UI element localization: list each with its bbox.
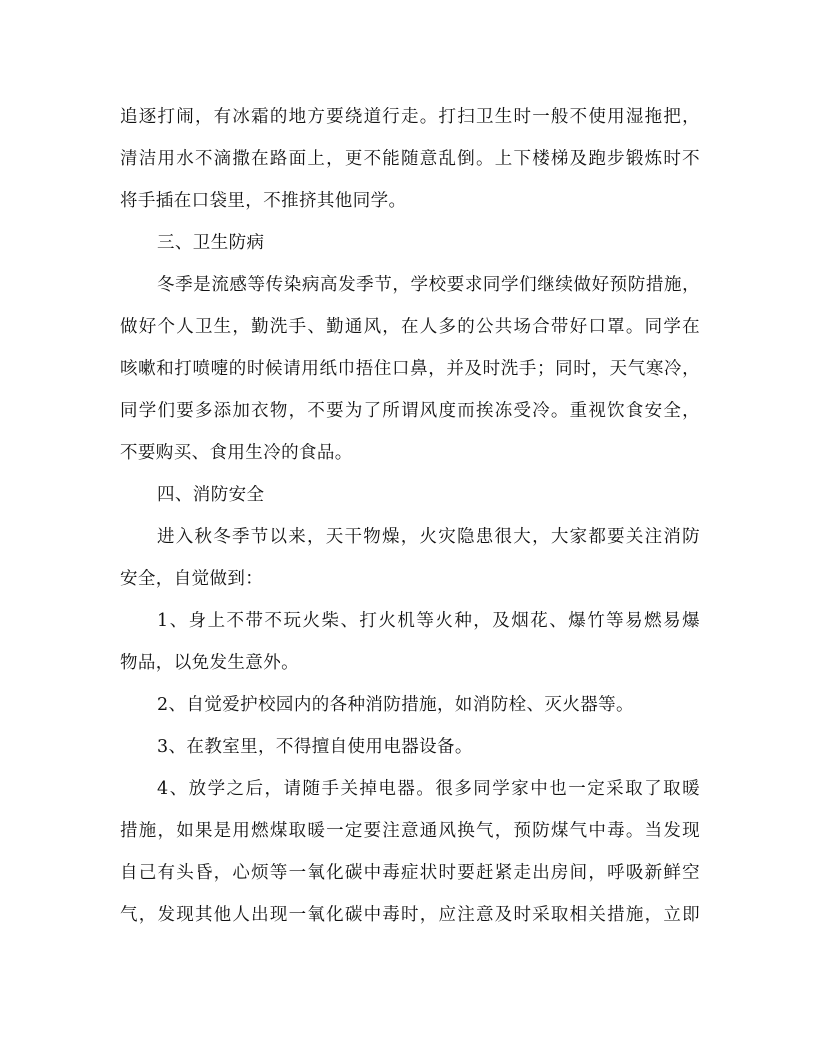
list-item: 2、自觉爱护校园内的各种消防措施，如消防栓、灭火器等。 bbox=[157, 695, 634, 715]
text-line: 不要购买、食用生冷的食品。 bbox=[120, 443, 353, 463]
section-heading: 三、卫生防病 bbox=[157, 233, 265, 253]
text-line: 清洁用水不滴撒在路面上，更不能随意乱倒。上下楼梯及跑步锻炼时不 bbox=[120, 149, 700, 169]
text-line: 咳嗽和打喷嚏的时候请用纸巾捂住口鼻，并及时洗手；同时，天气寒冷， bbox=[120, 359, 700, 379]
text-line: 气，发现其他人出现一氧化碳中毒时，应注意及时采取相关措施，立即 bbox=[120, 905, 700, 925]
text-line: 冬季是流感等传染病高发季节，学校要求同学们继续做好预防措施， bbox=[157, 275, 700, 295]
text-line: 进入秋冬季节以来，天干物燥，火灾隐患很大，大家都要关注消防 bbox=[157, 527, 700, 547]
text-line: 将手插在口袋里，不推挤其他同学。 bbox=[120, 191, 407, 211]
section-heading: 四、消防安全 bbox=[157, 485, 265, 505]
list-item: 3、在教室里，不得擅自使用电器设备。 bbox=[157, 737, 473, 757]
list-item: 4、放学之后，请随手关掉电器。很多同学家中也一定采取了取暖 bbox=[157, 779, 700, 799]
text-line: 安全，自觉做到： bbox=[120, 569, 264, 589]
text-line: 做好个人卫生，勤洗手、勤通风，在人多的公共场合带好口罩。同学在 bbox=[120, 317, 700, 337]
text-line: 同学们要多添加衣物，不要为了所谓风度而挨冻受冷。重视饮食安全， bbox=[120, 401, 700, 421]
text-line: 措施，如果是用燃煤取暖一定要注意通风换气，预防煤气中毒。当发现 bbox=[120, 821, 700, 841]
list-item: 1、身上不带不玩火柴、打火机等火种，及烟花、爆竹等易燃易爆 bbox=[157, 611, 700, 631]
text-line: 追逐打闹，有冰霜的地方要绕道行走。打扫卫生时一般不使用湿拖把， bbox=[120, 107, 700, 127]
text-line: 自己有头昏，心烦等一氧化碳中毒症状时要赶紧走出房间，呼吸新鲜空 bbox=[120, 863, 700, 883]
text-line: 物品，以免发生意外。 bbox=[120, 653, 299, 673]
